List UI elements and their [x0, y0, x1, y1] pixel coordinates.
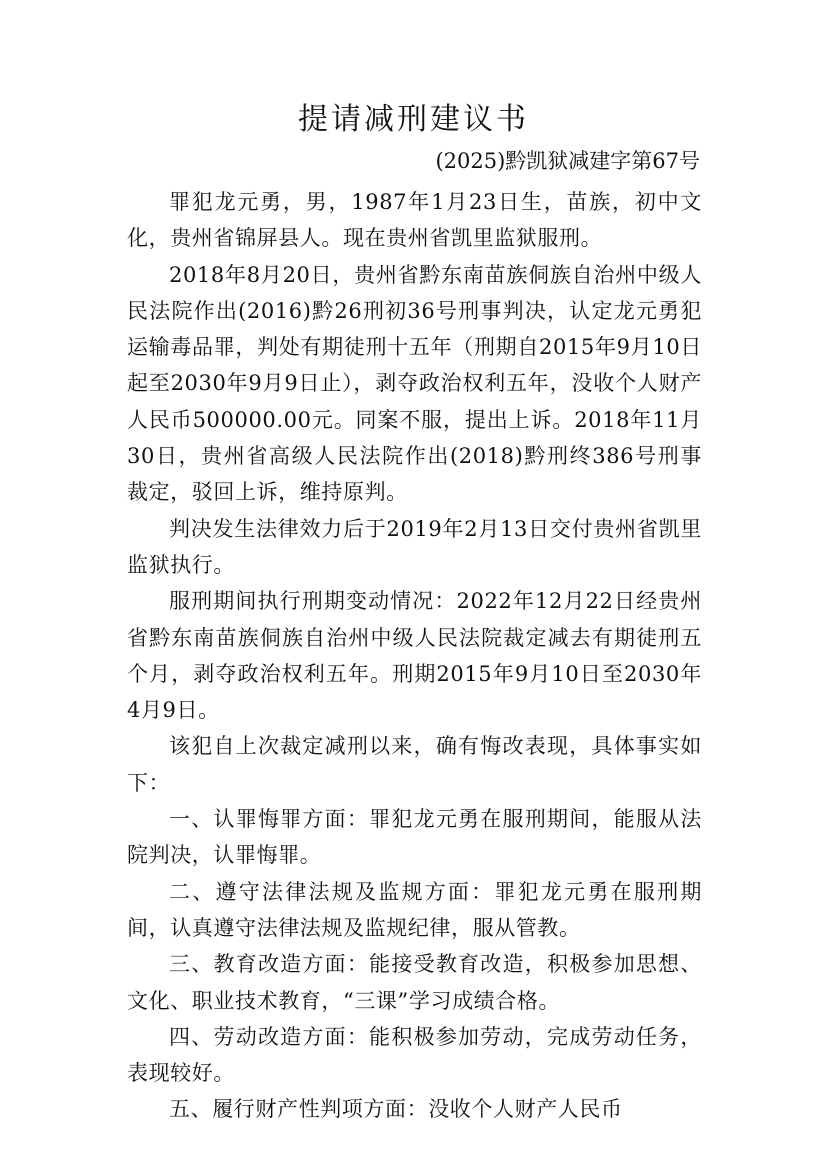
document-number: (2025)黔凯狱减建字第67号: [435, 149, 700, 173]
paragraph-education-reform: 三、教育改造方面：能接受教育改造，积极参加思想、文化、职业技术教育，“三课”学习成绩合格。: [127, 952, 702, 1013]
paragraph-law-compliance: 二、遵守法律法规及监规方面：罪犯龙元勇在服刑期间，认真遵守法律法规及监规纪律，服从管教。: [127, 879, 702, 940]
paragraph-labor-reform: 四、劳动改造方面：能积极参加劳动，完成劳动任务，表现较好。: [127, 1024, 702, 1086]
paragraph-criminal-info: 罪犯龙元勇，男，1987年1月23日生，苗族，初中文化，贵州省锦屏县人。现在贵州省凯里监狱服刑。: [127, 190, 702, 251]
paragraph-property-judgment: 五、履行财产性判项方面：没收个人财产人民币: [169, 1097, 623, 1122]
paragraph-execution: 判决发生法律效力后于2019年2月13日交付贵州省凯里监狱执行。: [127, 516, 702, 577]
document-title: 提请减刑建议书: [298, 102, 529, 137]
document-body: [127, 184, 702, 1128]
paragraph-plea-remorse: 一、认罪悔罪方面：罪犯龙元勇在服刑期间，能服从法院判决，认罪悔罪。: [127, 807, 702, 868]
paragraph-original-judgment: 2018年8月20日，贵州省黔东南苗族侗族自治州中级人民法院作出(2016)黔26刑初36号刑事判决，认定龙元勇犯运输毒品罪，判处有期徒刑十五年（刑期自2015年9月10日起至2030年9月9日止），剥夺政治权利五年，没收个人财产人民币500000.00元。同案不服，提出上诉。2018年11月30日，贵州省高级人民法院作出(2018)黔刑终386号刑事裁定，驳回上诉，维持原判。: [127, 262, 702, 505]
paragraph-repentance-intro: 该犯自上次裁定减刑以来，确有悔改表现，具体事实如下：: [127, 734, 702, 795]
paragraph-sentence-changes: 服刑期间执行刑期变动情况：2022年12月22日经贵州省黔东南苗族侗族自治州中级人民法院裁定减去有期徒刑五个月，剥夺政治权利五年。刑期2015年9月10日至2030年4月9日。: [127, 589, 702, 723]
